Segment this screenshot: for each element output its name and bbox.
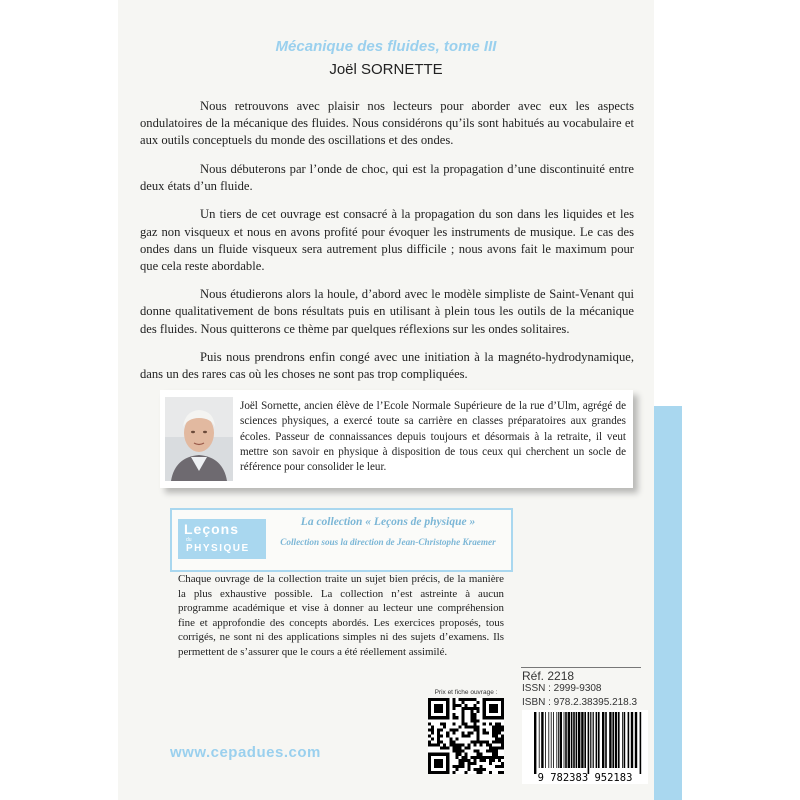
isbn: ISBN : 978.2.38395.218.3	[522, 697, 638, 708]
blurb-paragraph: Nous étudierons alors la houle, d’abord avec le modèle simpliste de Saint-Venant qui donne qualitativement de bons résultats puis en utilisant à plein tous les outils de la mécanique des fluides. Nous quitterons ce thème par quelques réflexions sur les ondes solitaires.	[140, 287, 634, 336]
blurb-paragraph: Nous retrouvons avec plaisir nos lecteurs pour aborder avec eux les aspects ondulatoires de la mécanique des fluides. Nous considérons qu’ils sont habitués au vocabulaire et aux outils conceptuels du monde des oscillations et des ondes.	[140, 99, 634, 148]
blurb-paragraph: Puis nous prendrons enfin congé avec une initiation à la magnéto-hydrodynamique, dans un des rares cas où les choses ne sont pas trop compliquées.	[140, 350, 634, 382]
author-bio: Joël Sornette, ancien élève de l’Ecole Normale Supérieure de la rue d’Ulm, agrégé de sciences physiques, a exercé toute sa carrière en classes préparatoires aux grandes écoles. Passeur de connaissances depuis toujours et désormais à la retraite, il veut mettre son savoir en physique à disposition de tous ceux qui cherchent un socle de référence pour consolider le leur.	[240, 400, 626, 474]
collection-logo	[178, 519, 266, 559]
logo-text: Leçons	[184, 521, 240, 537]
collection-title: La collection « Leçons de physique »	[300, 516, 476, 528]
blurb-paragraph: Nous débuterons par l’onde de choc, qui est la propagation d’une discontinuité entre deux états d’un fluide.	[140, 161, 634, 193]
issn: ISSN : 2999-9308	[522, 683, 602, 694]
isbn-barcode	[522, 710, 648, 784]
book-author: Joël SORNETTE	[329, 61, 443, 78]
author-photo	[165, 397, 233, 481]
blurb	[140, 98, 634, 395]
qr-code[interactable]	[428, 698, 504, 774]
blurb-paragraph: Un tiers de cet ouvrage est consacré à la propagation du son dans les liquides et les gaz non visqueux et nous en avons profité pour évoquer les instruments de musique. Le cas des ondes dans un fluide visqueux sera autrement plus difficile ; nous avons fait le maximum pour que cela reste abordable.	[140, 207, 634, 273]
reference-number: Réf. 2218	[522, 669, 575, 683]
cover-side-band	[654, 406, 682, 800]
publisher-website[interactable]: www.cepadues.com	[170, 744, 321, 761]
book-title: Mécanique des fluides, tome III	[275, 38, 497, 55]
logo-text: du	[186, 537, 192, 543]
barcode-digits: 9 782383 952183	[537, 772, 633, 784]
divider	[521, 667, 641, 668]
collection-subtitle: Collection sous la direction de Jean-Christophe Kraemer	[280, 537, 496, 547]
logo-text: PHYSIQUE	[186, 543, 250, 554]
qr-label: Prix et fiche ouvrage :	[434, 689, 498, 696]
collection-description: Chaque ouvrage de la collection traite un sujet bien précis, de la manière la plus exhaustive possible. La collection n’est astreinte à aucun programme académique et vise à donner au lecteur une compréhension fine et approfondie des concepts abordés. Les exercices proposés, tous corrigés, ne sont ni des applications simples ni des sujets d’examens. Ils permettent de s’assurer que le cours a été réellement assimilé.	[178, 573, 504, 658]
